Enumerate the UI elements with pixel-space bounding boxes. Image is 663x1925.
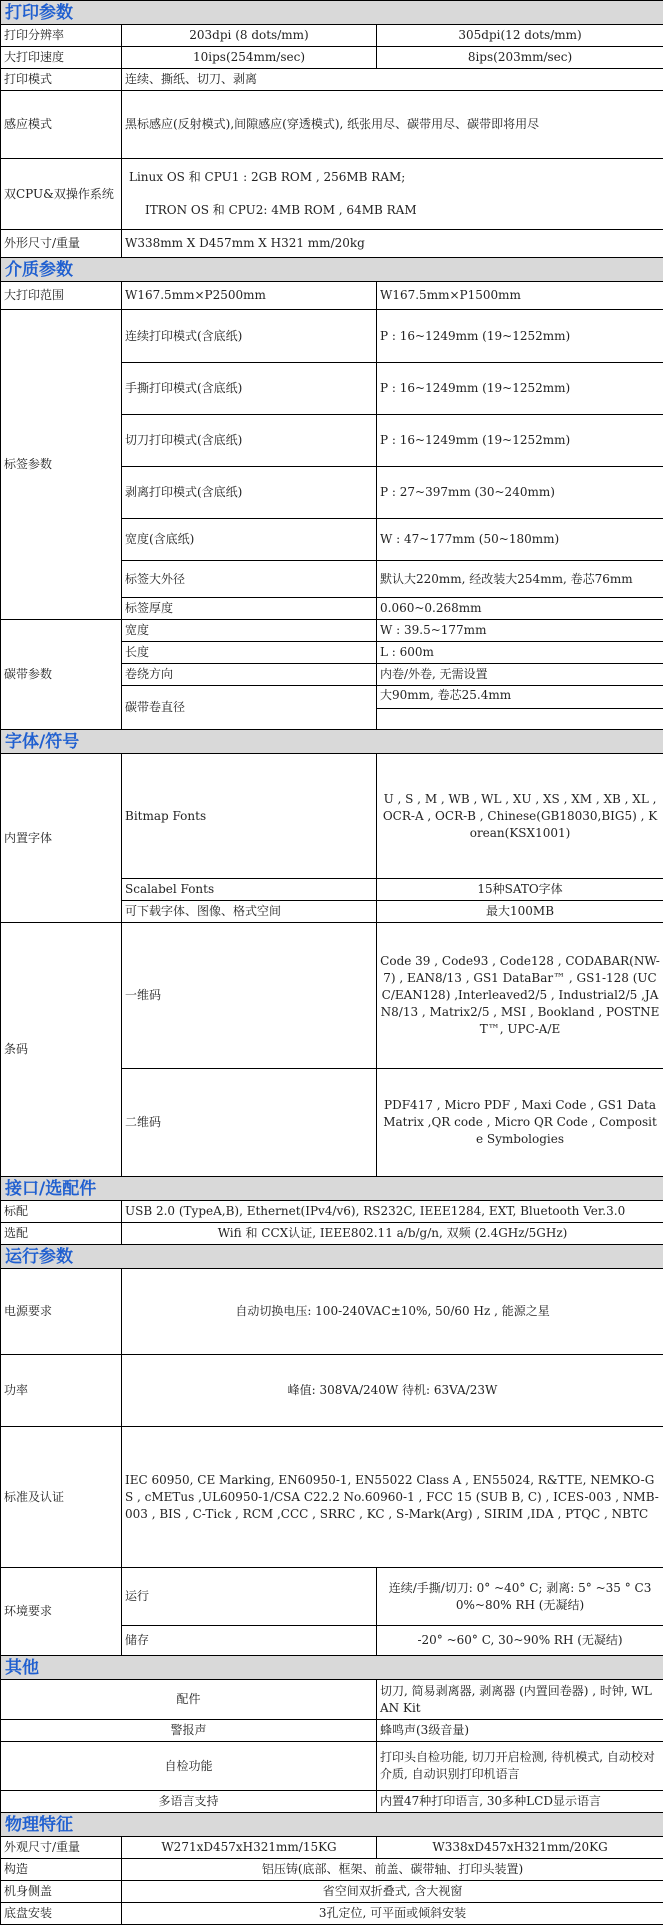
row-label: 机身侧盖 xyxy=(1,1881,122,1903)
row-label: 构造 xyxy=(1,1859,122,1881)
sub-label: 剥离打印模式(含底纸) xyxy=(122,467,377,519)
value-a: W271xD457xH321mm/15KG xyxy=(122,1837,377,1859)
sub-label: 碳带卷直径 xyxy=(122,686,377,730)
value: 切刀, 简易剥离器, 剥离器 (内置回卷器) , 时钟, WLAN Kit xyxy=(377,1680,663,1720)
row-label: 功率 xyxy=(1,1355,122,1427)
row-label: 外形尺寸/重量 xyxy=(1,230,122,258)
value: P : 16~1249mm (19~1252mm) xyxy=(377,363,663,415)
value: 铝压铸(底部、框架、前盖、碳带轴、打印头装置) xyxy=(122,1859,663,1881)
group-label: 碳带参数 xyxy=(1,620,122,730)
value: 0.060~0.268mm xyxy=(377,598,663,620)
value: 内置47种打印语言, 30多种LCD显示语言 xyxy=(377,1791,663,1813)
value-b: W167.5mm×P1500mm xyxy=(377,282,663,310)
section-title: 介质参数 xyxy=(1,258,663,282)
value: W : 47~177mm (50~180mm) xyxy=(377,519,663,561)
section-title: 运行参数 xyxy=(1,1245,663,1269)
value-a: W167.5mm×P2500mm xyxy=(122,282,377,310)
sub-label: 宽度(含底纸) xyxy=(122,519,377,561)
value: 自动切换电压: 100-240VAC±10%, 50/60 Hz , 能源之星 xyxy=(122,1269,663,1355)
value: 省空间双折叠式, 含大视窗 xyxy=(122,1881,663,1903)
value xyxy=(122,159,663,230)
value: PDF417 , Micro PDF , Maxi Code , GS1 Data Matrix ,QR code , Micro QR Code , Composite Symbologies xyxy=(377,1069,663,1177)
value: L : 600m xyxy=(377,642,663,664)
sub-label: 连续打印模式(含底纸) xyxy=(122,310,377,363)
value: P : 16~1249mm (19~1252mm) xyxy=(377,310,663,363)
value xyxy=(377,686,663,730)
row-label: 警报声 xyxy=(1,1720,377,1742)
row-label: 标配 xyxy=(1,1201,122,1223)
value: Code 39 , Code93 , Code128 , CODABAR(NW-7) , EAN8/13 , GS1 DataBar™ , GS1-128 (UCC/EAN128) ,Interleaved2/5 , Industrial2/5 ,JAN8/13 , Matrix2/5 , MSI , Bookland , POSTNET™, UPC-A/E xyxy=(377,923,663,1069)
sub-label: 一维码 xyxy=(122,923,377,1069)
value: USB 2.0 (TypeA,B), Ethernet(IPv4/v6), RS232C, IEEE1284, EXT, Bluetooth Ver.3.0 xyxy=(122,1201,663,1223)
section-title: 接口/选配件 xyxy=(1,1177,663,1201)
sub-label: 可下载字体、图像、格式空间 xyxy=(122,901,377,923)
sub-label: 宽度 xyxy=(122,620,377,642)
cpu-line-1: Linux OS 和 CPU1 : 2GB ROM , 256MB RAM; xyxy=(125,161,660,194)
value: U , S , M , WB , WL , XU , XS , XM , XB , XL , OCR-A , OCR-B , Chinese(GB18030,BIG5) , Korean(KSX1001) xyxy=(377,754,663,879)
section-title: 字体/符号 xyxy=(1,730,663,754)
sub-label: Bitmap Fonts xyxy=(122,754,377,879)
value: W338mm X D457mm X H321 mm/20kg xyxy=(122,230,663,258)
row-label: 电源要求 xyxy=(1,1269,122,1355)
value: P : 16~1249mm (19~1252mm) xyxy=(377,415,663,467)
row-label: 外观尺寸/重量 xyxy=(1,1837,122,1859)
value-a: 203dpi (8 dots/mm) xyxy=(122,25,377,47)
value: 连续、撕纸、切刀、剥离 xyxy=(122,69,663,91)
value: 内卷/外卷, 无需设置 xyxy=(377,664,663,686)
row-label: 打印分辨率 xyxy=(1,25,122,47)
row-label: 配件 xyxy=(1,1680,377,1720)
sub-label: 储存 xyxy=(122,1626,377,1656)
value: 默认大220mm, 经改装大254mm, 卷芯76mm xyxy=(377,561,663,598)
group-label: 内置字体 xyxy=(1,754,122,923)
row-label: 选配 xyxy=(1,1223,122,1245)
row-label: 自检功能 xyxy=(1,1742,377,1791)
cpu-line-2: ITRON OS 和 CPU2: 4MB ROM , 64MB RAM xyxy=(125,194,660,227)
section-title: 物理特征 xyxy=(1,1813,663,1837)
row-label: 多语言支持 xyxy=(1,1791,377,1813)
sub-label: 切刀打印模式(含底纸) xyxy=(122,415,377,467)
row-label: 底盘安装 xyxy=(1,1903,122,1925)
sub-label: 运行 xyxy=(122,1568,377,1626)
group-label: 环境要求 xyxy=(1,1568,122,1656)
group-label: 条码 xyxy=(1,923,122,1177)
group-label: 标签参数 xyxy=(1,310,122,620)
row-label: 双CPU&双操作系统 xyxy=(1,159,122,230)
ribbon-roll-value: 大90mm, 卷芯25.4mm xyxy=(377,686,663,709)
row-label: 大打印范围 xyxy=(1,282,122,310)
value: 打印头自检功能, 切刀开启检测, 待机模式, 自动校对介质, 自动识别打印机语言 xyxy=(377,1742,663,1791)
row-label: 标准及认证 xyxy=(1,1427,122,1568)
row-label: 大打印速度 xyxy=(1,47,122,69)
value: 3孔定位, 可平面或倾斜安装 xyxy=(122,1903,663,1925)
value-b: 305dpi(12 dots/mm) xyxy=(377,25,663,47)
sub-label: 标签大外径 xyxy=(122,561,377,598)
value: 15种SATO字体 xyxy=(377,879,663,901)
section-title: 其他 xyxy=(1,1656,663,1680)
row-label: 打印模式 xyxy=(1,69,122,91)
value-b: 8ips(203mm/sec) xyxy=(377,47,663,69)
section-title: 打印参数 xyxy=(1,1,663,25)
sub-label: 手撕打印模式(含底纸) xyxy=(122,363,377,415)
sub-label: 二维码 xyxy=(122,1069,377,1177)
value-a: 10ips(254mm/sec) xyxy=(122,47,377,69)
value: 黑标感应(反射模式),间隙感应(穿透模式), 纸张用尽、碳带用尽、碳带即将用尽 xyxy=(122,91,663,159)
value: 峰值: 308VA/240W 待机: 63VA/23W xyxy=(122,1355,663,1427)
value-b: W338xD457xH321mm/20KG xyxy=(377,1837,663,1859)
value: -20° ~60° C, 30~90% RH (无凝结) xyxy=(377,1626,663,1656)
value: P : 27~397mm (30~240mm) xyxy=(377,467,663,519)
row-label: 感应模式 xyxy=(1,91,122,159)
value: W : 39.5~177mm xyxy=(377,620,663,642)
sub-label: 标签厚度 xyxy=(122,598,377,620)
value: Wifi 和 CCX认证, IEEE802.11 a/b/g/n, 双频 (2.4GHz/5GHz) xyxy=(122,1223,663,1245)
value: 连续/手撕/切刀: 0° ~40° C; 剥离: 5° ~35 ° C30%~80% RH (无凝结) xyxy=(377,1568,663,1626)
sub-label: Scalabel Fonts xyxy=(122,879,377,901)
sub-label: 长度 xyxy=(122,642,377,664)
sub-label: 卷绕方向 xyxy=(122,664,377,686)
value: 最大100MB xyxy=(377,901,663,923)
value: 蜂鸣声(3级音量) xyxy=(377,1720,663,1742)
value: IEC 60950, CE Marking, EN60950-1, EN55022 Class A , EN55024, R&TTE, NEMKO-GS , cMETus ,UL60950-1/CSA C22.2 No.60960-1 , FCC 15 (SUB B, C) , ICES-003 , NMB-003 , BIS , C-Tick , RCM ,CCC , SRRC , KC , S-Mark(Arg) , SIRIM ,IDA , PTQC , NBTC xyxy=(122,1427,663,1568)
